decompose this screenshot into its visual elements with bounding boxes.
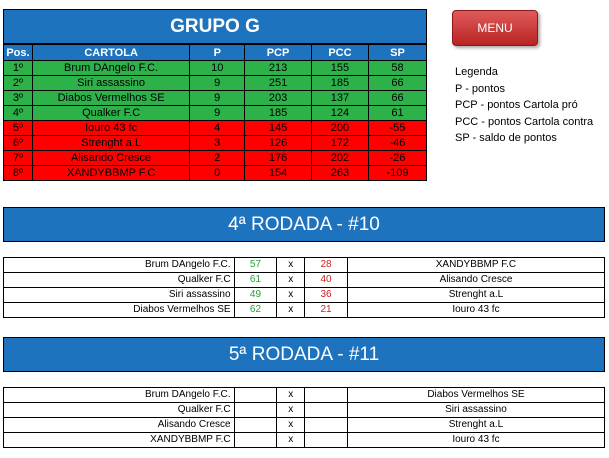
standings-table [3,44,427,181]
standing-pos: 5º [4,121,33,136]
standing-sp: -26 [368,151,426,166]
col-header-pcc: PCC [311,45,368,61]
standing-pcc: 137 [311,91,368,106]
standing-sp: 61 [368,106,426,121]
standing-team: Qualker F.C [32,106,189,121]
legend-item-pcc: PCC - pontos Cartola contra [455,115,594,128]
match-away-score [305,403,348,418]
match-separator: x [277,258,305,273]
match-home-score [234,388,277,403]
round4-title: 4ª RODADA - #10 [3,207,605,242]
match-away-team: Iouro 43 fc [347,303,604,318]
standing-points: 9 [190,76,245,91]
standing-sp: 66 [368,76,426,91]
standing-sp: 66 [368,91,426,106]
standing-pcp: 145 [245,121,312,136]
match-home-team: Alisando Cresce [4,418,235,433]
match-row [4,303,605,318]
standings-row [4,61,427,76]
match-away-score: 28 [305,258,348,273]
match-away-team: Diabos Vermelhos SE [347,388,604,403]
match-row [4,258,605,273]
legend [455,64,593,147]
match-row [4,418,605,433]
round4-matches-table [3,257,605,318]
match-home-score: 57 [234,258,277,273]
standing-sp: -55 [368,121,426,136]
standing-sp: -46 [368,136,426,151]
match-home-team: XANDYBBMP F.C [4,433,235,448]
standing-pcp: 154 [245,166,312,181]
match-separator: x [277,433,305,448]
standing-sp: -109 [368,166,426,181]
match-home-score: 61 [234,273,277,288]
match-separator: x [277,303,305,318]
match-home-team: Brum DAngelo F.C. [4,258,235,273]
match-home-team: Siri assassino [4,288,235,303]
standings-row [4,136,427,151]
match-row [4,288,605,303]
col-header-cartola: CARTOLA [32,45,189,61]
standings-row [4,166,427,181]
standings-row [4,76,427,91]
match-away-team: Iouro 43 fc [347,433,604,448]
standing-pcc: 185 [311,76,368,91]
match-home-team: Qualker F.C [4,403,235,418]
col-header-p: P [190,45,245,61]
menu-button[interactable]: MENU [452,10,538,46]
standings-header-row [4,45,427,61]
standings-row [4,151,427,166]
legend-title: Legenda [455,66,498,78]
match-home-score: 62 [234,303,277,318]
match-separator: x [277,388,305,403]
col-header-sp: SP [368,45,426,61]
match-row [4,403,605,418]
match-away-team: Siri assassino [347,403,604,418]
standing-points: 3 [190,136,245,151]
standings-row [4,106,427,121]
standing-team: Diabos Vermelhos SE [32,91,189,106]
match-home-score [234,433,277,448]
standing-pos: 7º [4,151,33,166]
standing-points: 2 [190,151,245,166]
group-title: GRUPO G [3,9,427,44]
match-away-score [305,433,348,448]
standing-points: 4 [190,121,245,136]
match-row [4,388,605,403]
match-away-score: 36 [305,288,348,303]
standing-pcc: 155 [311,61,368,76]
match-home-score: 49 [234,288,277,303]
round5-title: 5ª RODADA - #11 [3,337,605,372]
standing-points: 0 [190,166,245,181]
standing-pcc: 172 [311,136,368,151]
match-away-team: Strenght a.L [347,418,604,433]
legend-item-p: P - pontos [455,82,505,95]
round5-matches-table [3,387,605,448]
col-header-pcp: PCP [245,45,312,61]
match-away-team: Alisando Cresce [347,273,604,288]
standing-team: XANDYBBMP F.C [32,166,189,181]
match-home-team: Brum DAngelo F.C. [4,388,235,403]
match-separator: x [277,403,305,418]
match-away-score: 40 [305,273,348,288]
match-separator: x [277,288,305,303]
standing-pcc: 263 [311,166,368,181]
match-away-team: Strenght a.L [347,288,604,303]
match-home-team: Diabos Vermelhos SE [4,303,235,318]
standing-pcc: 200 [311,121,368,136]
match-home-score [234,418,277,433]
match-away-team: XANDYBBMP F.C [347,258,604,273]
standings-row [4,121,427,136]
standing-points: 9 [190,106,245,121]
standing-pcp: 176 [245,151,312,166]
match-home-score [234,403,277,418]
standing-team: Alisando Cresce [32,151,189,166]
standing-team: Iouro 43 fc [32,121,189,136]
col-header-pos: Pos. [4,45,33,61]
standing-pcp: 213 [245,61,312,76]
standing-pos: 2º [4,76,33,91]
standing-team: Brum DAngelo F.C. [32,61,189,76]
standing-sp: 58 [368,61,426,76]
standing-pcp: 203 [245,91,312,106]
match-row [4,273,605,288]
match-separator: x [277,273,305,288]
standing-pos: 4º [4,106,33,121]
standing-pos: 1º [4,61,33,76]
match-home-team: Qualker F.C [4,273,235,288]
standing-pos: 3º [4,91,33,106]
legend-item-sp: SP - saldo de pontos [455,132,557,144]
standing-points: 9 [190,91,245,106]
standing-pos: 8º [4,166,33,181]
standing-pos: 6º [4,136,33,151]
legend-item-pcp: PCP - pontos Cartola pró [455,99,578,111]
match-away-score [305,418,348,433]
standing-team: Strenght a.L [32,136,189,151]
standings-row [4,91,427,106]
standing-pcc: 202 [311,151,368,166]
match-away-score [305,388,348,403]
standing-team: Siri assassino [32,76,189,91]
match-away-score: 21 [305,303,348,318]
match-separator: x [277,418,305,433]
standing-pcp: 251 [245,76,312,91]
standing-pcp: 126 [245,136,312,151]
standing-pcp: 185 [245,106,312,121]
standing-points: 10 [190,61,245,76]
standing-pcc: 124 [311,106,368,121]
match-row [4,433,605,448]
